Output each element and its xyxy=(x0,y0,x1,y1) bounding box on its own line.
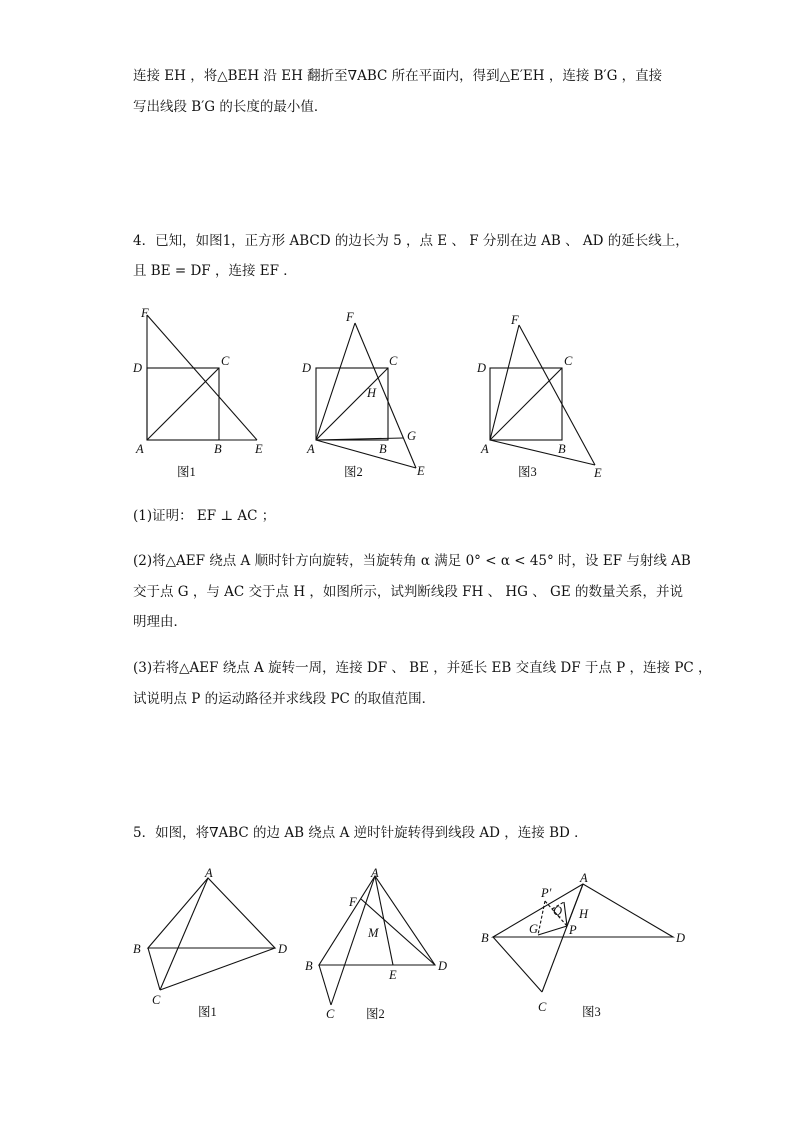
q4-figure-1 xyxy=(130,305,270,485)
label-a: A xyxy=(481,442,489,456)
line-ac xyxy=(490,368,562,440)
line-ac xyxy=(316,368,388,440)
label-c: C xyxy=(564,354,573,368)
triangle-abd xyxy=(319,876,435,965)
label-h: H xyxy=(579,907,589,921)
label-p-prime: P′ xyxy=(541,886,552,900)
q5-intro: 5．如图，将∇ABC 的边 AB 绕点 A 逆时针旋转得到线段 AD ，连接 BD ． xyxy=(133,825,588,841)
q5-fig3-caption: 图3 xyxy=(582,1005,601,1019)
label-d: D xyxy=(302,361,312,375)
q4-figure-2 xyxy=(298,305,438,485)
label-d: D xyxy=(477,361,487,375)
label-f: F xyxy=(141,306,149,320)
label-b: B xyxy=(379,442,387,456)
line-cd xyxy=(160,948,275,990)
q4-intro-line-1: 4．已知，如图1，正方形 ABCD 的边长为 5 ，点 E 、 F 分别在边 AB 、 AD 的延长线上， xyxy=(133,233,689,249)
label-e: E xyxy=(255,442,263,456)
label-f: F xyxy=(349,895,357,909)
label-e: E xyxy=(594,466,602,480)
label-d: D xyxy=(278,942,288,956)
line-pg xyxy=(538,926,567,935)
line-bc xyxy=(493,937,542,992)
label-c: C xyxy=(221,354,230,368)
line-ac xyxy=(147,368,219,440)
label-f: F xyxy=(511,313,519,327)
label-g: G xyxy=(529,922,539,936)
label-d: D xyxy=(676,931,686,945)
label-b: B xyxy=(305,959,313,973)
label-h: H xyxy=(367,386,377,400)
line-ae xyxy=(316,440,416,468)
line-ca xyxy=(160,878,208,990)
q5-fig1-caption: 图1 xyxy=(198,1005,217,1019)
label-b: B xyxy=(558,442,566,456)
line-fe xyxy=(147,315,257,440)
label-a: A xyxy=(136,442,144,456)
line-fe xyxy=(519,325,595,465)
label-c: C xyxy=(389,354,398,368)
q3-line-2: 写出线段 B′G 的长度的最小值． xyxy=(133,99,328,115)
label-m: M xyxy=(368,926,379,940)
q4-part-2-line-1: (2)将△AEF 绕点 A 顺时针方向旋转，当旋转角 α 满足 0° < α < 45° 时，设 EF 与射线 AB xyxy=(133,553,691,569)
label-e: E xyxy=(417,464,425,478)
q4-part-1: (1)证明： EF ⊥ AC ； xyxy=(133,508,276,524)
label-b: B xyxy=(481,931,489,945)
q4-figure-3 xyxy=(473,305,613,485)
label-e: E xyxy=(389,968,397,982)
q4-fig1-caption: 图1 xyxy=(177,465,196,479)
label-c: C xyxy=(326,1007,335,1021)
label-d: D xyxy=(133,361,143,375)
label-q: Q xyxy=(553,904,563,918)
q4-part-2-line-2: 交于点 G ，与 AC 交于点 H ，如图所示，试判断线段 FH 、 HG 、 GE 的数量关系，并说 xyxy=(133,584,683,600)
label-c: C xyxy=(538,1000,547,1014)
label-a: A xyxy=(580,871,588,885)
q4-fig2-caption: 图2 xyxy=(344,465,363,479)
label-p: P xyxy=(569,923,577,937)
line-hp xyxy=(564,902,567,926)
label-a: A xyxy=(371,866,379,880)
line-af xyxy=(490,325,519,440)
q4-part-3-line-2: 试说明点 P 的运动路径并求线段 PC 的取值范围． xyxy=(133,691,436,707)
q5-figure-2 xyxy=(300,864,455,1029)
triangle-abd xyxy=(148,878,275,948)
q4-fig3-caption: 图3 xyxy=(518,465,537,479)
label-g: G xyxy=(407,429,417,443)
label-a: A xyxy=(205,866,213,880)
label-b: B xyxy=(214,442,222,456)
line-bc xyxy=(319,965,331,1005)
label-f: F xyxy=(346,310,354,324)
q5-fig2-caption: 图2 xyxy=(366,1007,385,1021)
line-af xyxy=(316,323,355,440)
q4-part-3-line-1: (3)若将△AEF 绕点 A 旋转一周，连接 DF 、 BE ，并延长 EB 交直线 DF 于点 P ，连接 PC ， xyxy=(133,660,712,676)
line-ae xyxy=(490,440,595,465)
q4-intro-line-2: 且 BE = DF ，连接 EF ． xyxy=(133,263,297,279)
q5-figure-1 xyxy=(130,864,300,1029)
label-a: A xyxy=(307,442,315,456)
q4-part-2-line-3: 明理由． xyxy=(133,614,187,630)
label-d: D xyxy=(438,959,448,973)
q3-line-1: 连接 EH ，将△BEH 沿 EH 翻折至∇ABC 所在平面内，得到△E′EH ，连接 B′G ，直接 xyxy=(133,68,663,84)
label-c: C xyxy=(152,993,161,1007)
q5-figure-3 xyxy=(478,864,698,1029)
line-bc xyxy=(148,948,160,990)
line-p1-g-dashed xyxy=(538,901,545,935)
label-b: B xyxy=(133,942,141,956)
